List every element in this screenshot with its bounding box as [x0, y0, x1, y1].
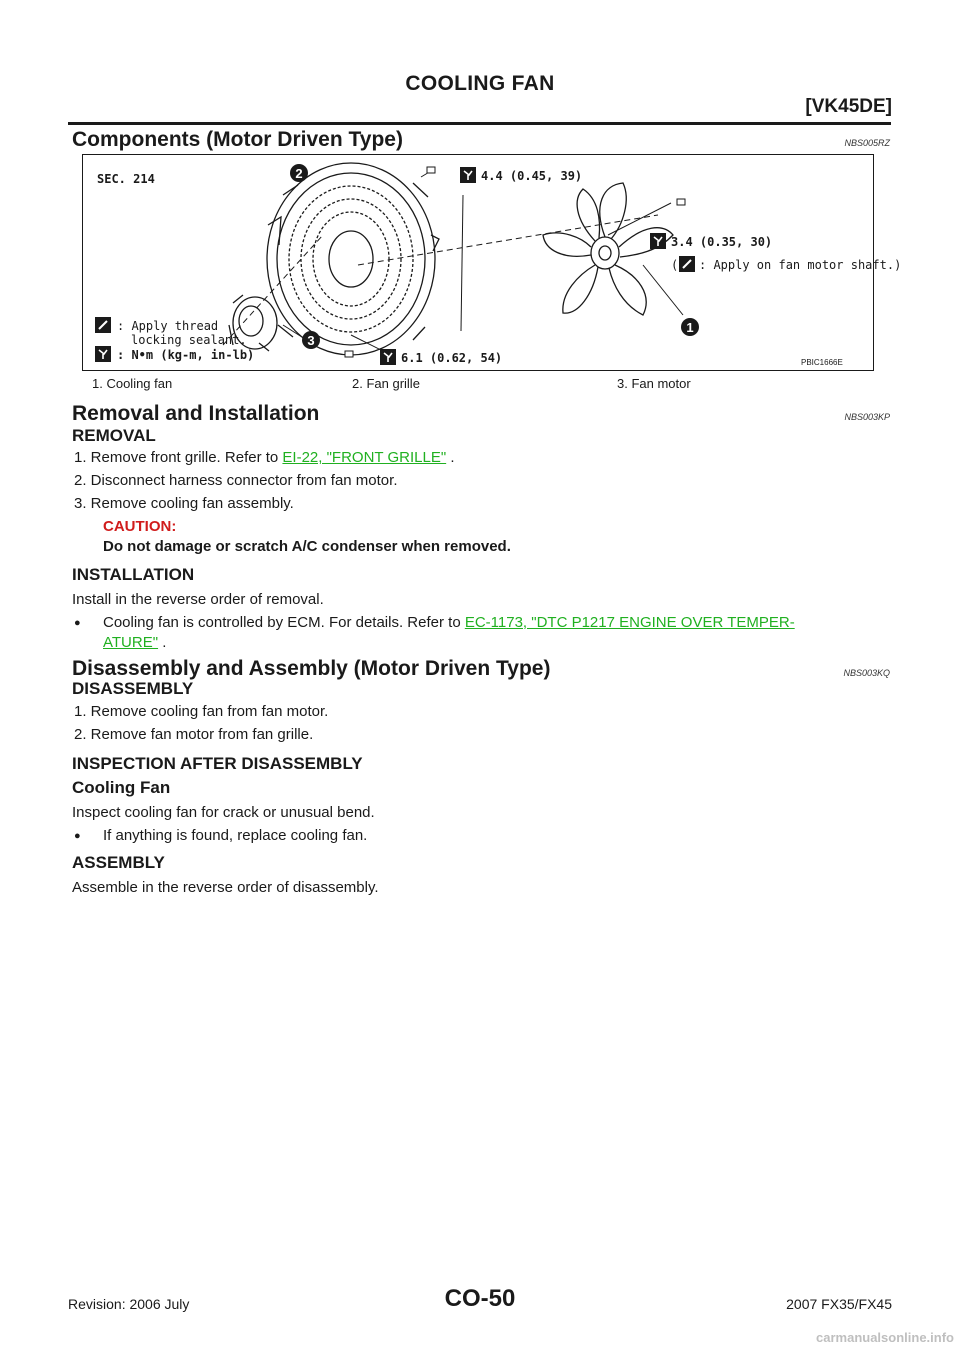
cooling-fan-subheading: Cooling Fan [72, 778, 171, 797]
disassembly-heading: DISASSEMBLY [72, 679, 194, 698]
legend-torque: : N•m (kg-m, in-lb) [117, 348, 255, 362]
page-number: CO-50 [444, 1285, 516, 1312]
installation-bullet-cont: ATURE" . [103, 634, 167, 651]
legend-sealant: : Apply thread [117, 319, 219, 333]
disassembly-code: NBS003KQ [843, 668, 890, 678]
installation-bullet: Cooling fan is controlled by ECM. For details. Refer to EC-1173, "DTC P1217 ENGINE OVER TEMPER- [103, 614, 795, 631]
legend-sealant-icon [95, 317, 111, 333]
front-grille-link[interactable]: EI-22, "FRONT GRILLE" [282, 449, 447, 466]
torque-icon-top [460, 167, 476, 183]
svg-text:3: 3 [307, 333, 315, 348]
leader-lines [223, 171, 683, 351]
ecm-dtc-link[interactable]: EC-1173, "DTC P1217 ENGINE OVER TEMPER- [464, 614, 795, 631]
inspection-heading: INSPECTION AFTER DISASSEMBLY [72, 754, 363, 773]
disassembly-step-2: 2. Remove fan motor from fan grille. [74, 726, 314, 743]
callout-3 [302, 331, 320, 349]
caution-text: Do not damage or scratch A/C condenser when removed. [103, 538, 511, 555]
caption-3: 3. Fan motor [617, 376, 691, 391]
caution-label: CAUTION: [103, 518, 177, 535]
inspect-text: Inspect cooling fan for crack or unusual bend. [72, 804, 375, 821]
legend-sealant-2: locking sealant. [131, 333, 247, 347]
svg-text:1: 1 [686, 320, 694, 335]
torque-icon-right [650, 233, 666, 249]
torque-bottom-label: 6.1 (0.62, 54) [401, 351, 503, 365]
torque-icon-bottom [380, 349, 396, 365]
exploded-view-diagram [83, 155, 902, 370]
removal-step-3: 3. Remove cooling fan assembly. [74, 495, 294, 512]
torque-top-label: 4.4 (0.45, 39) [481, 169, 583, 183]
apply-note-open: ( [671, 258, 679, 272]
components-figure [82, 154, 902, 371]
components-code: NBS005RZ [844, 138, 890, 148]
disassembly-step-1: 1. Remove cooling fan from fan motor. [74, 703, 329, 720]
caption-1: 1. Cooling fan [92, 376, 173, 391]
engine-tag: [VK45DE] [805, 96, 892, 117]
assembly-text: Assemble in the reverse order of disassembly. [72, 879, 379, 896]
bolts [345, 167, 685, 357]
model-name: 2007 FX35/FX45 [786, 1296, 892, 1312]
installation-text: Install in the reverse order of removal. [72, 591, 324, 608]
torque-right-label: 3.4 (0.35, 30) [671, 235, 773, 249]
page-title: COOLING FAN [405, 72, 555, 95]
figure-id: PBIC1666E [801, 358, 843, 367]
installation-heading: INSTALLATION [72, 565, 195, 584]
revision-date: Revision: 2006 July [68, 1296, 190, 1312]
legend-torque-icon [95, 346, 111, 362]
removal-installation-heading: Removal and Installation [72, 402, 320, 425]
apply-note: : Apply on fan motor shaft.) [699, 258, 902, 272]
removal-heading: REMOVAL [72, 426, 156, 445]
bullet-icon: ● [74, 617, 81, 629]
caption-2: 2. Fan grille [352, 376, 420, 391]
sec-label: SEC. 214 [97, 172, 155, 186]
assembly-heading: ASSEMBLY [72, 853, 165, 872]
callout-2 [290, 164, 308, 182]
removal-step-2: 2. Disconnect harness connector from fan motor. [74, 472, 398, 489]
svg-text:2: 2 [295, 166, 303, 181]
removal-code: NBS003KP [844, 412, 890, 422]
fan-grille-drawing [267, 163, 439, 355]
removal-step-1: 1. Remove front grille. Refer to EI-22, "FRONT GRILLE" . [74, 449, 455, 466]
disassembly-assembly-heading: Disassembly and Assembly (Motor Driven Type) [72, 657, 551, 680]
ecm-dtc-link-cont[interactable]: ATURE" [103, 634, 159, 651]
watermark: carmanualsonline.info [816, 1330, 954, 1345]
bullet-icon-2: ● [74, 830, 81, 842]
sealant-icon-note [679, 256, 695, 272]
inspect-bullet: If anything is found, replace cooling fan. [103, 827, 368, 844]
header-rule [68, 122, 891, 125]
callout-1 [681, 318, 699, 336]
components-heading: Components (Motor Driven Type) [72, 128, 403, 151]
